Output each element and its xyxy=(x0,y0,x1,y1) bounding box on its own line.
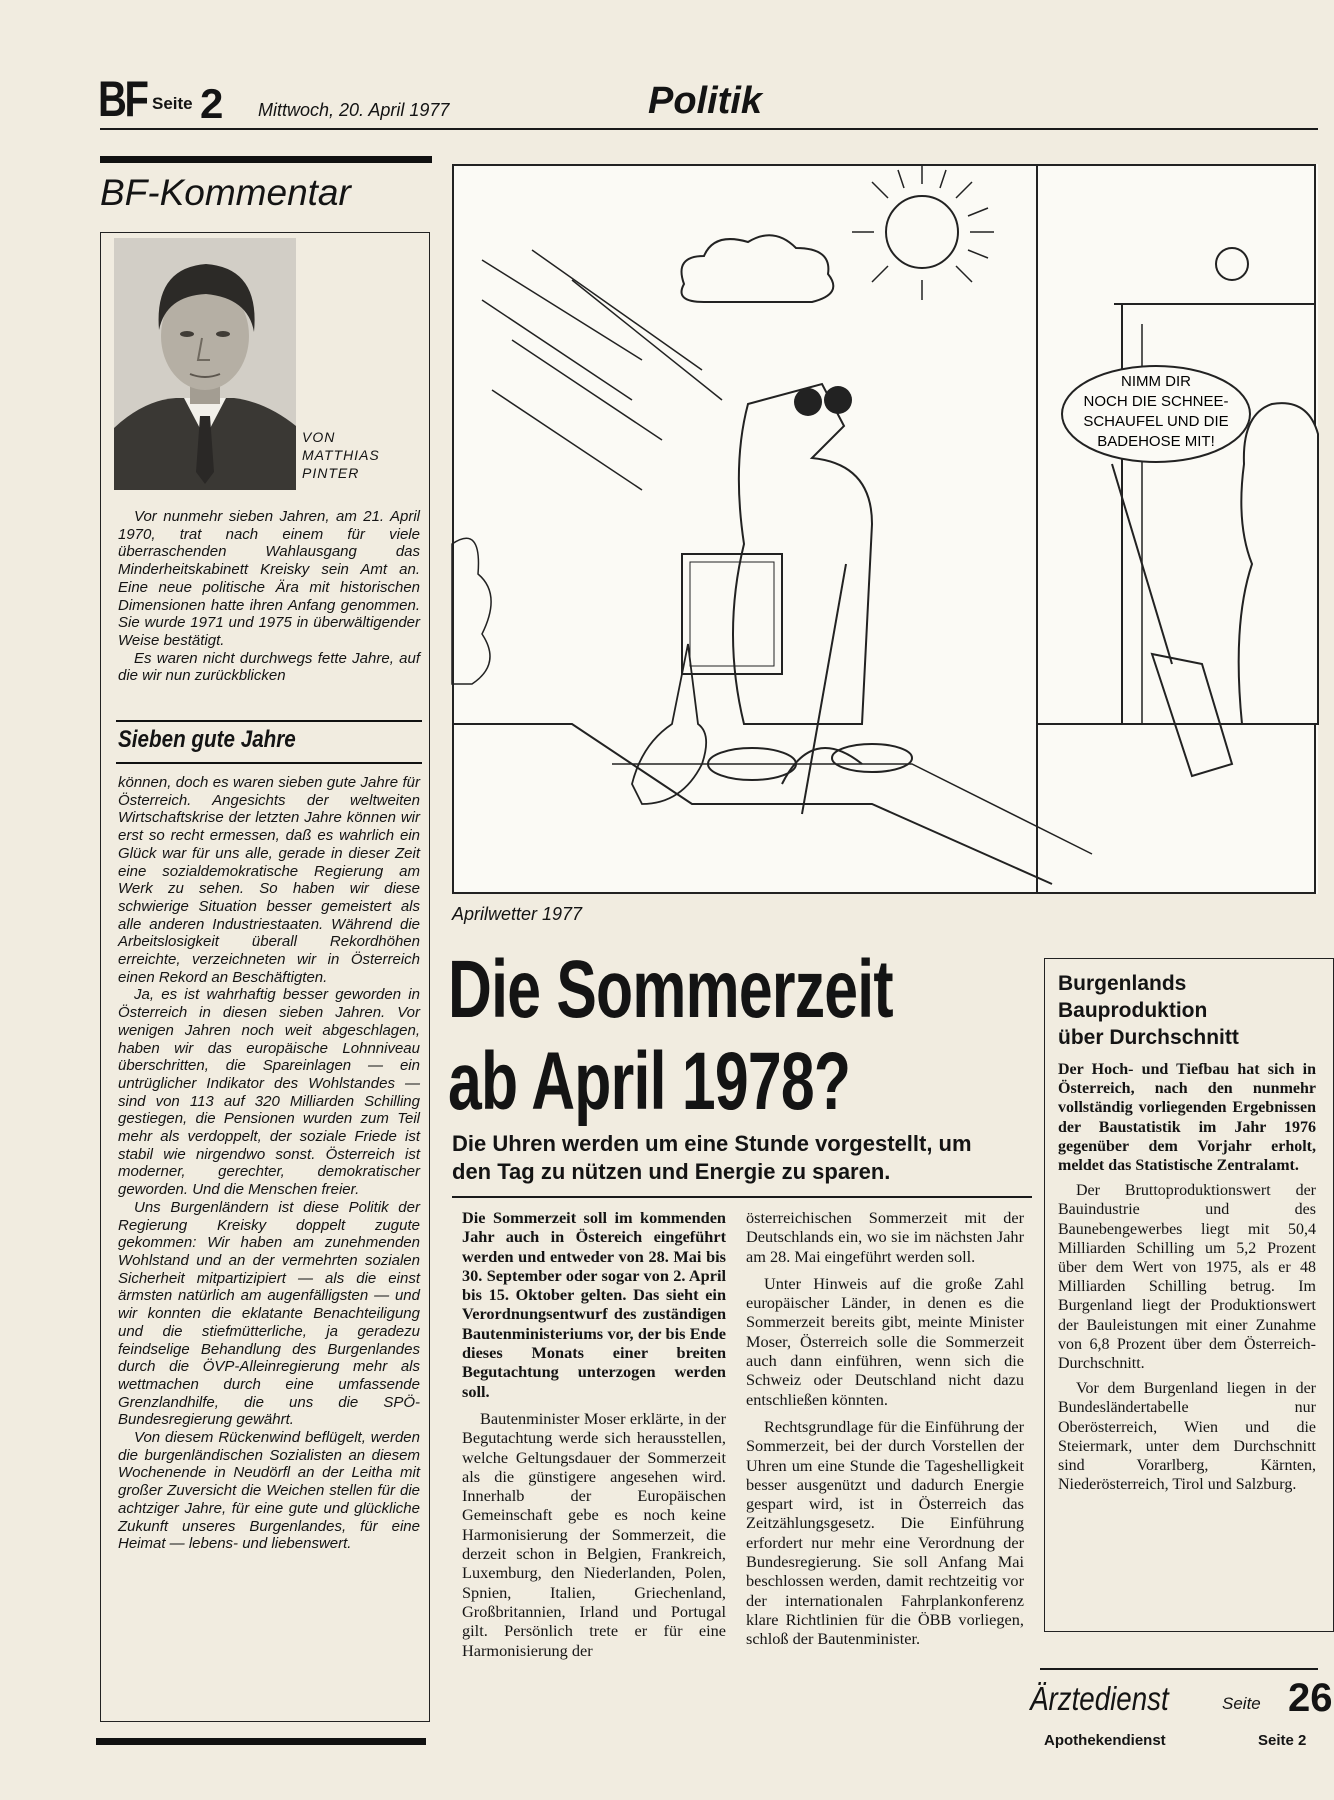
article-paragraph: Unter Hinweis auf die große Zahl europäischer Länder, in denen es die Sommerzeit bereits gibt, meinte Minister Moser, Österreich solle die Sommerzeit auch dann einführen, wenn sich die Schweiz oder Deutschland nicht dazu entschließen könnten. xyxy=(746,1273,1024,1409)
article-deck: Die Uhren werden um eine Stunde vorgestellt, um den Tag zu nützen und Energie zu sparen. xyxy=(452,1131,972,1184)
footer-rule xyxy=(1040,1668,1318,1670)
issue-date: Mittwoch, 20. April 1977 xyxy=(258,100,450,120)
article-paragraph: österreichischen Sommerzeit mit der Deutschlands ein, wo sie im nächsten Jahr am 28. Mai eingeführt werden soll. xyxy=(746,1208,1024,1266)
article-column-1 xyxy=(462,1208,726,1660)
aerztedienst-ref: Ärztedienst xyxy=(1030,1680,1169,1717)
byline-line: VON xyxy=(302,429,336,445)
apothekendienst-page: Seite 2 xyxy=(1258,1732,1307,1749)
headline-line: ab April 1978? xyxy=(448,1036,851,1127)
kommentar-top-bar xyxy=(100,156,432,163)
subhead-rule-top xyxy=(116,720,422,722)
sidebar-lead: Der Hoch- und Tiefbau hat sich in Österreich, nach den nunmehr vollständig vorliegenden Ergebnissen der Baustatistik im Jahr 1976 gegenüber dem Vorjahr erholt, meldet das Statistische Zentralamt. xyxy=(1058,1061,1316,1175)
sidebar-title-line: Bauproduktion xyxy=(1058,999,1208,1022)
masthead-seite-word: Seite xyxy=(152,94,193,113)
deck-rule xyxy=(452,1196,1032,1198)
section-title: Politik xyxy=(648,80,763,122)
byline-line: MATTHIAS xyxy=(302,447,380,463)
kommentar-intro xyxy=(118,508,420,685)
article-headline xyxy=(448,944,893,1128)
kommentar-paragraph: Von diesem Rückenwind beflügelt, werden die burgenländischen Sozialisten an diesem Wochenende in Neudörfl an der Leitha mit großer Zuversicht die Weichen stellen für die achtziger Jahre, für eine gute und glückliche Zukunft unseres Burgenlandes, für eine Heimat — lebens- und liebenswert. xyxy=(118,1429,420,1553)
kommentar-bottom-bar xyxy=(96,1738,426,1745)
masthead-rule xyxy=(100,128,1318,130)
kommentar-paragraph: Uns Burgenländern ist diese Politik der Regierung Kreisky doppelt zugute gekommen: Wir haben am zunehmenden Wohlstand und an der vermehrten sozialen Sicherheit mitpartizipiert — als die einst ärmsten natürlich am augenfälligsten — und wir konnten die eklatante Benachteiligung und die stiefmütterliche, ja geradezu feindselige Behandlung des Burgenlandes durch die ÖVP-Alleinregierung mehr als wettmachen durch eine umfassende Grenzlandhilfe, die uns die SPÖ-Bundesregierung gewährt. xyxy=(118,1198,420,1429)
page-number: 2 xyxy=(200,80,224,127)
kommentar-title: BF-Kommentar xyxy=(100,172,351,213)
sidebar-text xyxy=(1058,1060,1316,1494)
headline-line: Die Sommerzeit xyxy=(448,944,893,1035)
subhead-rule-bottom xyxy=(116,762,422,764)
kommentar-body xyxy=(118,774,420,1553)
author-portrait xyxy=(114,238,296,490)
kommentar-paragraph: Es waren nicht durchwegs fette Jahre, auf die wir nun zurückblicken xyxy=(118,649,420,685)
kommentar-paragraph: können, doch es waren sieben gute Jahre für Österreich. Angesichts der weltweiten Wirtschaftskrise der letzten Jahre können wir erst so recht ermessen, daß es wahrlich ein Glück war für uns alle, gerade in dieser Zeit eine sozialdemokratische Regierung am Werk zu sehen. So haben wir diese schwierige Situation besser gemeistert als alle anderen Industriestaaten. Während die Arbeitslosigkeit überall Rekordhöhen erreichte, verzeichneten wir in Österreich einen Rekord an Beschäftigten. xyxy=(118,774,420,986)
sidebar-title xyxy=(1058,970,1239,1051)
masthead-logo: BF xyxy=(98,71,147,127)
sidebar-title-line: über Durchschnitt xyxy=(1058,1026,1239,1049)
speech-bubble-line: NOCH DIE SCHNEE- xyxy=(1083,393,1229,410)
article-column-2 xyxy=(746,1208,1024,1649)
aerztedienst-seite: Seite xyxy=(1222,1694,1261,1713)
byline-line: PINTER xyxy=(302,465,360,481)
sidebar-paragraph: Der Bruttoproduktionswert der Bauindustrie und des Baunebengewerbes liegt mit 50,4 Milliarden Schilling um 5,2 Prozent über dem Wert von 1975, als er 48 Milliarden Schilling betrug. Im Burgenland liegt der Produktionswert der Bauleistungen mit einer Zunahme von 6,8 Prozent über dem Österreich-Durchschnitt. xyxy=(1058,1182,1316,1373)
author-byline xyxy=(302,428,380,482)
speech-bubble-line: SCHAUFEL UND DIE xyxy=(1083,413,1229,430)
sidebar-title-line: Burgenlands xyxy=(1058,972,1187,995)
apothekendienst-ref: Apothekendienst xyxy=(1044,1732,1166,1749)
kommentar-paragraph: Vor nunmehr sieben Jahren, am 21. April 1970, trat nach einem für viele überraschenden Wahlausgang das Minderheitskabinett Kreisky sein Amt an. Eine neue politische Ära mit historischen Dimensionen hatte ihren Anfang genommen. Sie wurde 1971 und 1975 in überwältigender Weise bestätigt. xyxy=(118,508,420,649)
cartoon-caption: Aprilwetter 1977 xyxy=(452,904,583,924)
sidebar-paragraph: Vor dem Burgenland liegen in der Bundesländertabelle nur Oberösterreich, Wien und die Steiermark, unter dem Durchschnitt sind Vorarlberg, Kärnten, Niederösterreich, Tirol und Salzburg. xyxy=(1058,1380,1316,1494)
speech-bubble-line: NIMM DIR xyxy=(1121,373,1191,390)
article-paragraph: Rechtsgrundlage für die Einführung der Sommerzeit, bei der durch Vorstellen der Uhren um eine Stunde die Tageshelligkeit besser ausgenützt und dadurch Energie gespart wird, ist in Österreich das Zeitzählungsgesetz. Die Einführung erfordert nur mehr eine Verordnung der Bundesregierung. Sie soll Anfang Mai beschlossen werden, damit rechtzeitig vor der internationalen Fahrplankonferenz klare Richtlinien für die ÖBB vorliegen, schloß der Bautenminister. xyxy=(746,1416,1024,1649)
kommentar-paragraph: Ja, es ist wahrhaftig besser geworden in Österreich in diesen sieben Jahren. Vor wenigen Jahren noch weit abgeschlagen, haben wir das europäische Lohnniveau überschritten, die Spareinlagen — ein untrüglicher Indikator des Wohlstandes — sind von 113 auf 320 Milliarden Schilling gestiegen, die Pensionen wurden zum Teil mehr als verdoppelt, der soziale Friede ist stabil wie nirgendwo sonst. Österreich ist moderner, gerechter, demokratischer geworden. Und die Menschen freier. xyxy=(118,986,420,1199)
aerztedienst-page: 26 xyxy=(1288,1676,1333,1720)
cartoon-illustration xyxy=(452,164,1318,894)
article-paragraph: Die Sommerzeit soll im kommenden Jahr auch in Östereich eingeführt werden und entweder von 28. Mai bis 30. September oder sogar von 2. April bis 15. Oktober gelten. Das sieht ein Verordnungsentwurf des zuständigen Bautenministeriums vor, der bis Ende dieses Monats einer breiten Begutachtung unterzogen werden soll. xyxy=(462,1208,726,1401)
speech-bubble-line: BADEHOSE MIT! xyxy=(1097,433,1215,450)
article-paragraph: Bautenminister Moser erklärte, in der Begutachtung werde sich herausstellen, welche Geltungsdauer der Sommerzeit als die günstigere angesehen wird. Innerhalb der Europäischen Gemeinschaft gebe es noch keine Harmonisierung der Sommerzeit, die derzeit schon in Belgien, Frankreich, Luxemburg, den Niederlanden, Polen, Spnien, Italien, Griechenland, Großbritannien, Irland und Portugal gilt. Persönlich trete er für eine Harmonisierung der xyxy=(462,1408,726,1660)
kommentar-subhead: Sieben gute Jahre xyxy=(118,726,296,753)
